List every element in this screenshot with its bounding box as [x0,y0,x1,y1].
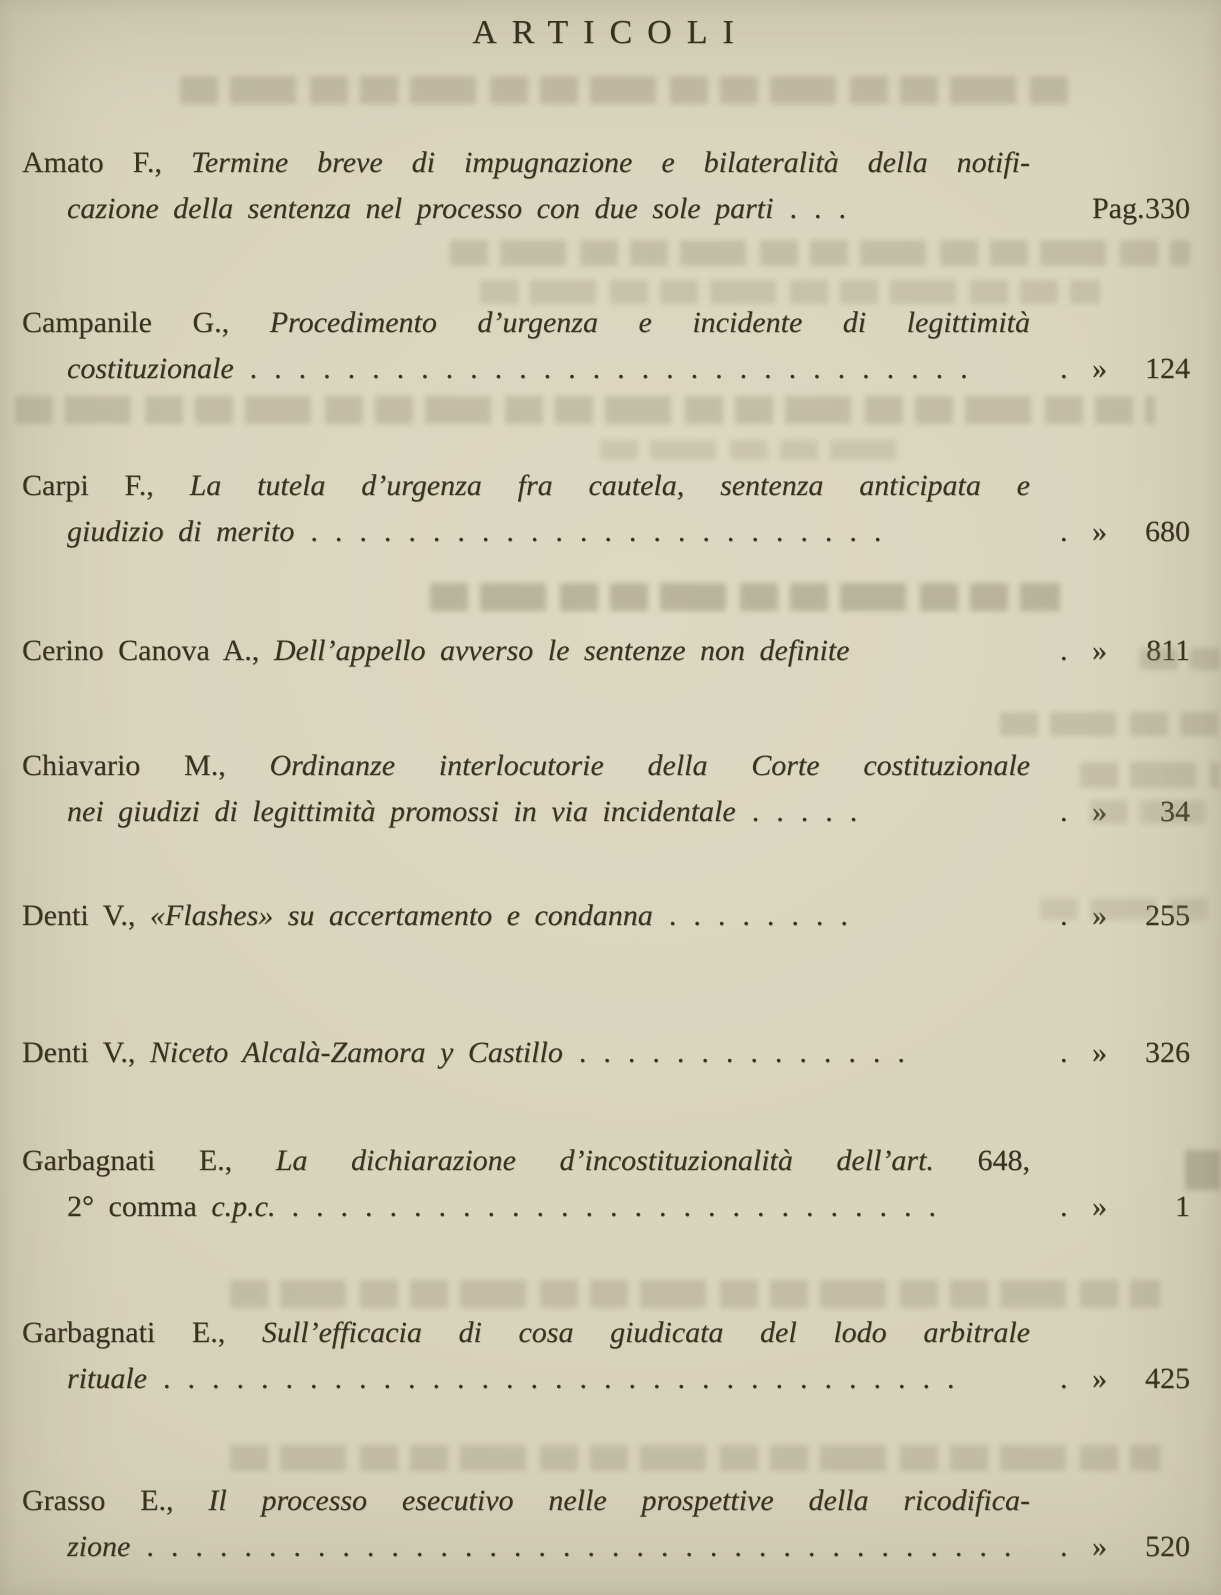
entry-text [22,749,1030,782]
author-text: Chiavario M., [22,749,270,782]
toc-entry-line [22,1524,1190,1570]
author-text: Campanile G., [22,306,270,339]
page-reference [1040,1356,1190,1402]
entry-text [22,893,1038,939]
page-title: ARTICOLI [472,14,749,51]
separator-dot: . [1060,1530,1068,1563]
title-text: costituzionale [67,352,234,385]
ditto-mark: » [1092,795,1107,828]
page-reference [1040,186,1190,232]
entry-text [67,346,1038,392]
entry-text [22,1316,1030,1349]
entry-text [67,186,1038,232]
dot-leader: ........................ [310,515,899,548]
ditto-mark: » [1092,515,1107,548]
author-text: Denti V., [22,1036,150,1069]
toc-entry-line [22,1138,1030,1184]
toc-entry [22,1138,1190,1230]
bleedthrough-ghost [1080,762,1220,788]
page-reference [1040,1030,1190,1076]
author-text: Amato F., [22,146,191,179]
entry-text [22,146,1030,179]
dot-leader: ... [789,192,863,225]
toc-entry-line [22,628,1190,674]
toc-entry [22,1310,1190,1402]
author-text: Grasso E., [22,1484,209,1517]
page-reference [1040,1524,1190,1570]
title-text: Sull’efficacia di cosa giudicata del lodo arbitrale [261,1316,1030,1349]
dot-leader: ..... [751,795,875,828]
bleedthrough-ghost [230,1280,1160,1308]
entry-text [22,1030,1038,1076]
entry-text [67,509,1038,555]
toc-entry-line [22,463,1030,509]
toc-entry-line [22,743,1030,789]
page-number: 326 [1145,1036,1190,1069]
dot-leader: ................................. [163,1362,972,1395]
bleedthrough-ghost [430,583,1060,611]
toc-entry-line [22,346,1190,392]
title-text: La tutela d’urgenza fra cautela, sentenza anticipata e [189,469,1030,502]
author-text: Carpi F., [22,469,190,502]
title-text: cazione della sentenza nel processo con due sole parti [67,192,774,225]
page-number: 680 [1145,515,1190,548]
entry-text [67,789,1038,835]
entry-text [22,628,1038,674]
separator-dot: . [1060,634,1068,667]
separator-dot: . [1060,352,1068,385]
ditto-mark: » [1092,899,1107,932]
toc-entry-line [22,1478,1030,1524]
page-number: 255 [1145,899,1190,932]
bleedthrough-ghost [1000,712,1220,736]
author-text: Garbagnati E., [22,1316,262,1349]
bleedthrough-ghost [600,440,900,460]
toc-entry [22,1030,1190,1076]
title-text: rituale [67,1362,147,1395]
separator-dot: . [1060,899,1068,932]
page-reference [1040,1184,1190,1230]
title-text: Termine breve di impugnazione e bilateralità della notifi- [190,146,1030,179]
ditto-mark: » [1092,1530,1107,1563]
dot-leader: ........ [668,899,865,932]
title-text: nei giudizi di legittimità promossi in via incidentale [67,795,736,828]
title-text: Il processo esecutivo nelle prospettive della ricodifica- [208,1484,1030,1517]
separator-dot: . [1060,795,1068,828]
author-text: Cerino Canova A., [22,634,274,667]
toc-entry-line [22,789,1190,835]
page-number: 811 [1146,634,1190,667]
bleedthrough-ghost [1140,648,1220,670]
page-reference [1040,346,1190,392]
title-text: zione [67,1530,131,1563]
separator-dot: . [1060,515,1068,548]
toc-entry-line [22,1184,1190,1230]
author-text: 2° comma [67,1190,212,1223]
page-label: Pag. [1092,192,1145,225]
dot-leader: ........................... [291,1190,953,1223]
entry-text [67,1184,1038,1230]
title-text: giudizio di merito [67,515,295,548]
title-text: La dichiarazione d’incostituzionalità dell’art. [275,1144,934,1177]
author-text: Garbagnati E., [22,1144,276,1177]
page-reference [1040,509,1190,555]
page-number: 520 [1145,1530,1190,1563]
toc-entry [22,300,1190,392]
entry-text [22,469,1030,502]
dot-leader: .............. [578,1036,922,1069]
dot-leader: .............................. [249,352,985,385]
ditto-mark: » [1092,1362,1107,1395]
toc-entry-line [22,509,1190,555]
page-number: 34 [1160,795,1190,828]
title-text: Ordinanze interlocutorie della Corte costituzionale [269,749,1030,782]
title-text: Dell’appello avverso le sentenze non definite [273,634,850,667]
ditto-mark: » [1092,634,1107,667]
title-text: Niceto Alcalà-Zamora y Castillo [149,1036,563,1069]
toc-entry [22,893,1190,939]
toc-entry [22,628,1190,674]
separator-dot: . [1060,1190,1068,1223]
separator-dot: . [1060,1036,1068,1069]
page-number: 124 [1145,352,1190,385]
entry-text [67,1356,1038,1402]
ditto-mark: » [1092,352,1107,385]
toc-entry [22,743,1190,835]
page-number: 425 [1145,1362,1190,1395]
toc-entry-line [22,1356,1190,1402]
bleedthrough-ghost [1040,898,1220,920]
toc-entry-line [22,893,1190,939]
toc-entry [22,463,1190,555]
bleedthrough-ghost [1185,1150,1221,1190]
dot-leader: .................................... [146,1530,1029,1563]
entry-text [22,1144,1030,1177]
toc-entry-line [22,300,1030,346]
title-text: «Flashes» su accertamento e condanna [149,899,653,932]
toc-entry [22,140,1190,232]
ditto-mark: » [1092,1036,1107,1069]
bleedthrough-ghost [450,240,1190,266]
author-text: Denti V., [22,899,150,932]
page-number: 1 [1175,1190,1190,1223]
page-number: 330 [1145,192,1190,225]
bleedthrough-ghost [15,396,1155,424]
author-text: 648, [933,1144,1030,1177]
entry-text [22,306,1030,339]
bleedthrough-ghost [1090,800,1220,824]
toc-entry-line [22,186,1190,232]
bleedthrough-ghost [230,1445,1160,1471]
separator-dot: . [1060,1362,1068,1395]
ditto-mark: » [1092,1190,1107,1223]
toc-entry-line [22,1030,1190,1076]
bleedthrough-ghost [480,280,1100,304]
title-text: c.p.c. [211,1190,276,1223]
toc-entry-line [22,140,1030,186]
toc-entry [22,1478,1190,1570]
toc-entry-line [22,1310,1030,1356]
title-text: Procedimento d’urgenza e incidente di legittimità [269,306,1030,339]
entry-text [67,1524,1038,1570]
entry-text [22,1484,1030,1517]
bleedthrough-ghost [180,76,1070,104]
